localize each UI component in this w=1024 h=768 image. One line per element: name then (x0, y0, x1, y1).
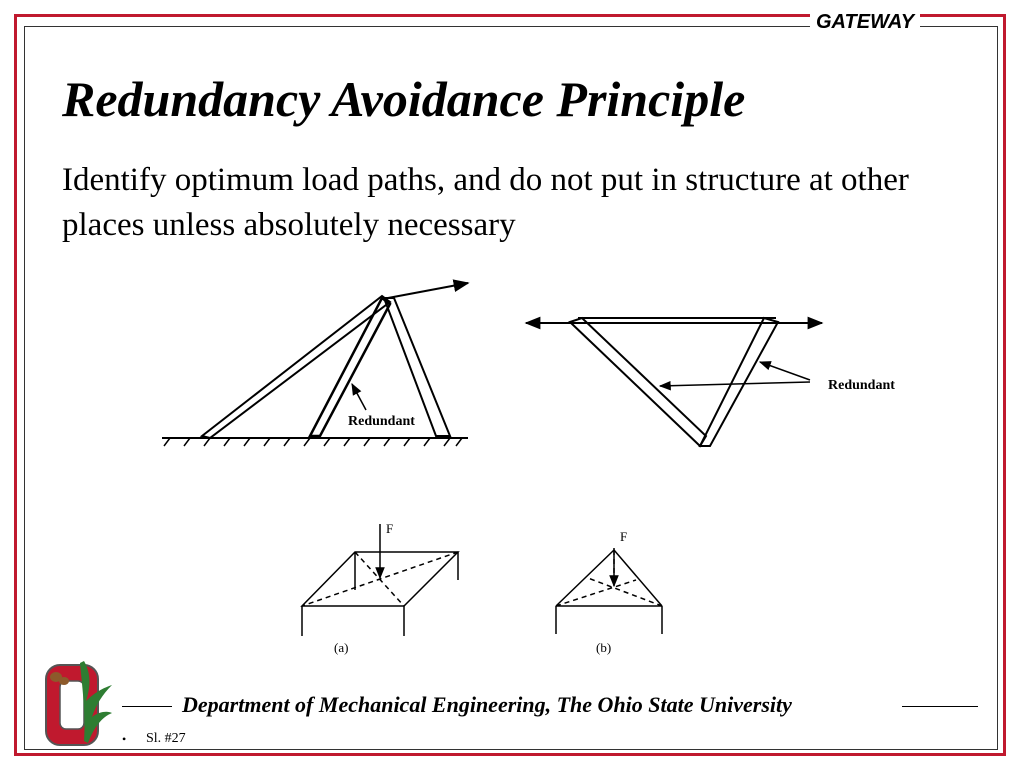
force-label-a: F (386, 521, 394, 536)
gateway-brand: GATEWAY (810, 8, 920, 36)
right-redundant-label: Redundant (828, 378, 895, 393)
force-arrow (388, 283, 468, 298)
ground-hatching (164, 438, 462, 446)
left-diagonal-bar (570, 318, 706, 446)
footer-rule-right (902, 706, 978, 707)
right-truss-figure (526, 318, 822, 446)
table-figure-a (302, 524, 458, 636)
ohio-state-logo-icon (40, 655, 114, 751)
caption-a: (a) (334, 640, 349, 655)
footer-department: Department of Mechanical Engineering, The Ohio State University (182, 692, 792, 717)
footer-bullet: • (122, 732, 127, 746)
left-truss-figure (162, 283, 468, 446)
footer-rule-left (122, 706, 172, 707)
redundant-pointer-diagonal (760, 362, 810, 380)
right-diagonal-bar (700, 318, 778, 446)
tripod-figure-b (556, 548, 662, 634)
slide-number: Sl. #27 (146, 731, 186, 746)
force-label-b: F (620, 529, 628, 544)
left-redundant-label: Redundant (348, 414, 415, 429)
slide-title: Redundancy Avoidance Principle (62, 71, 746, 127)
caption-b: (b) (596, 640, 612, 655)
redundant-pointer-horizontal (660, 382, 810, 386)
slide-body-text: Identify optimum load paths, and do not put in structure at other places unless absolutely necessary (62, 162, 909, 243)
redundant-pointer (352, 384, 366, 410)
